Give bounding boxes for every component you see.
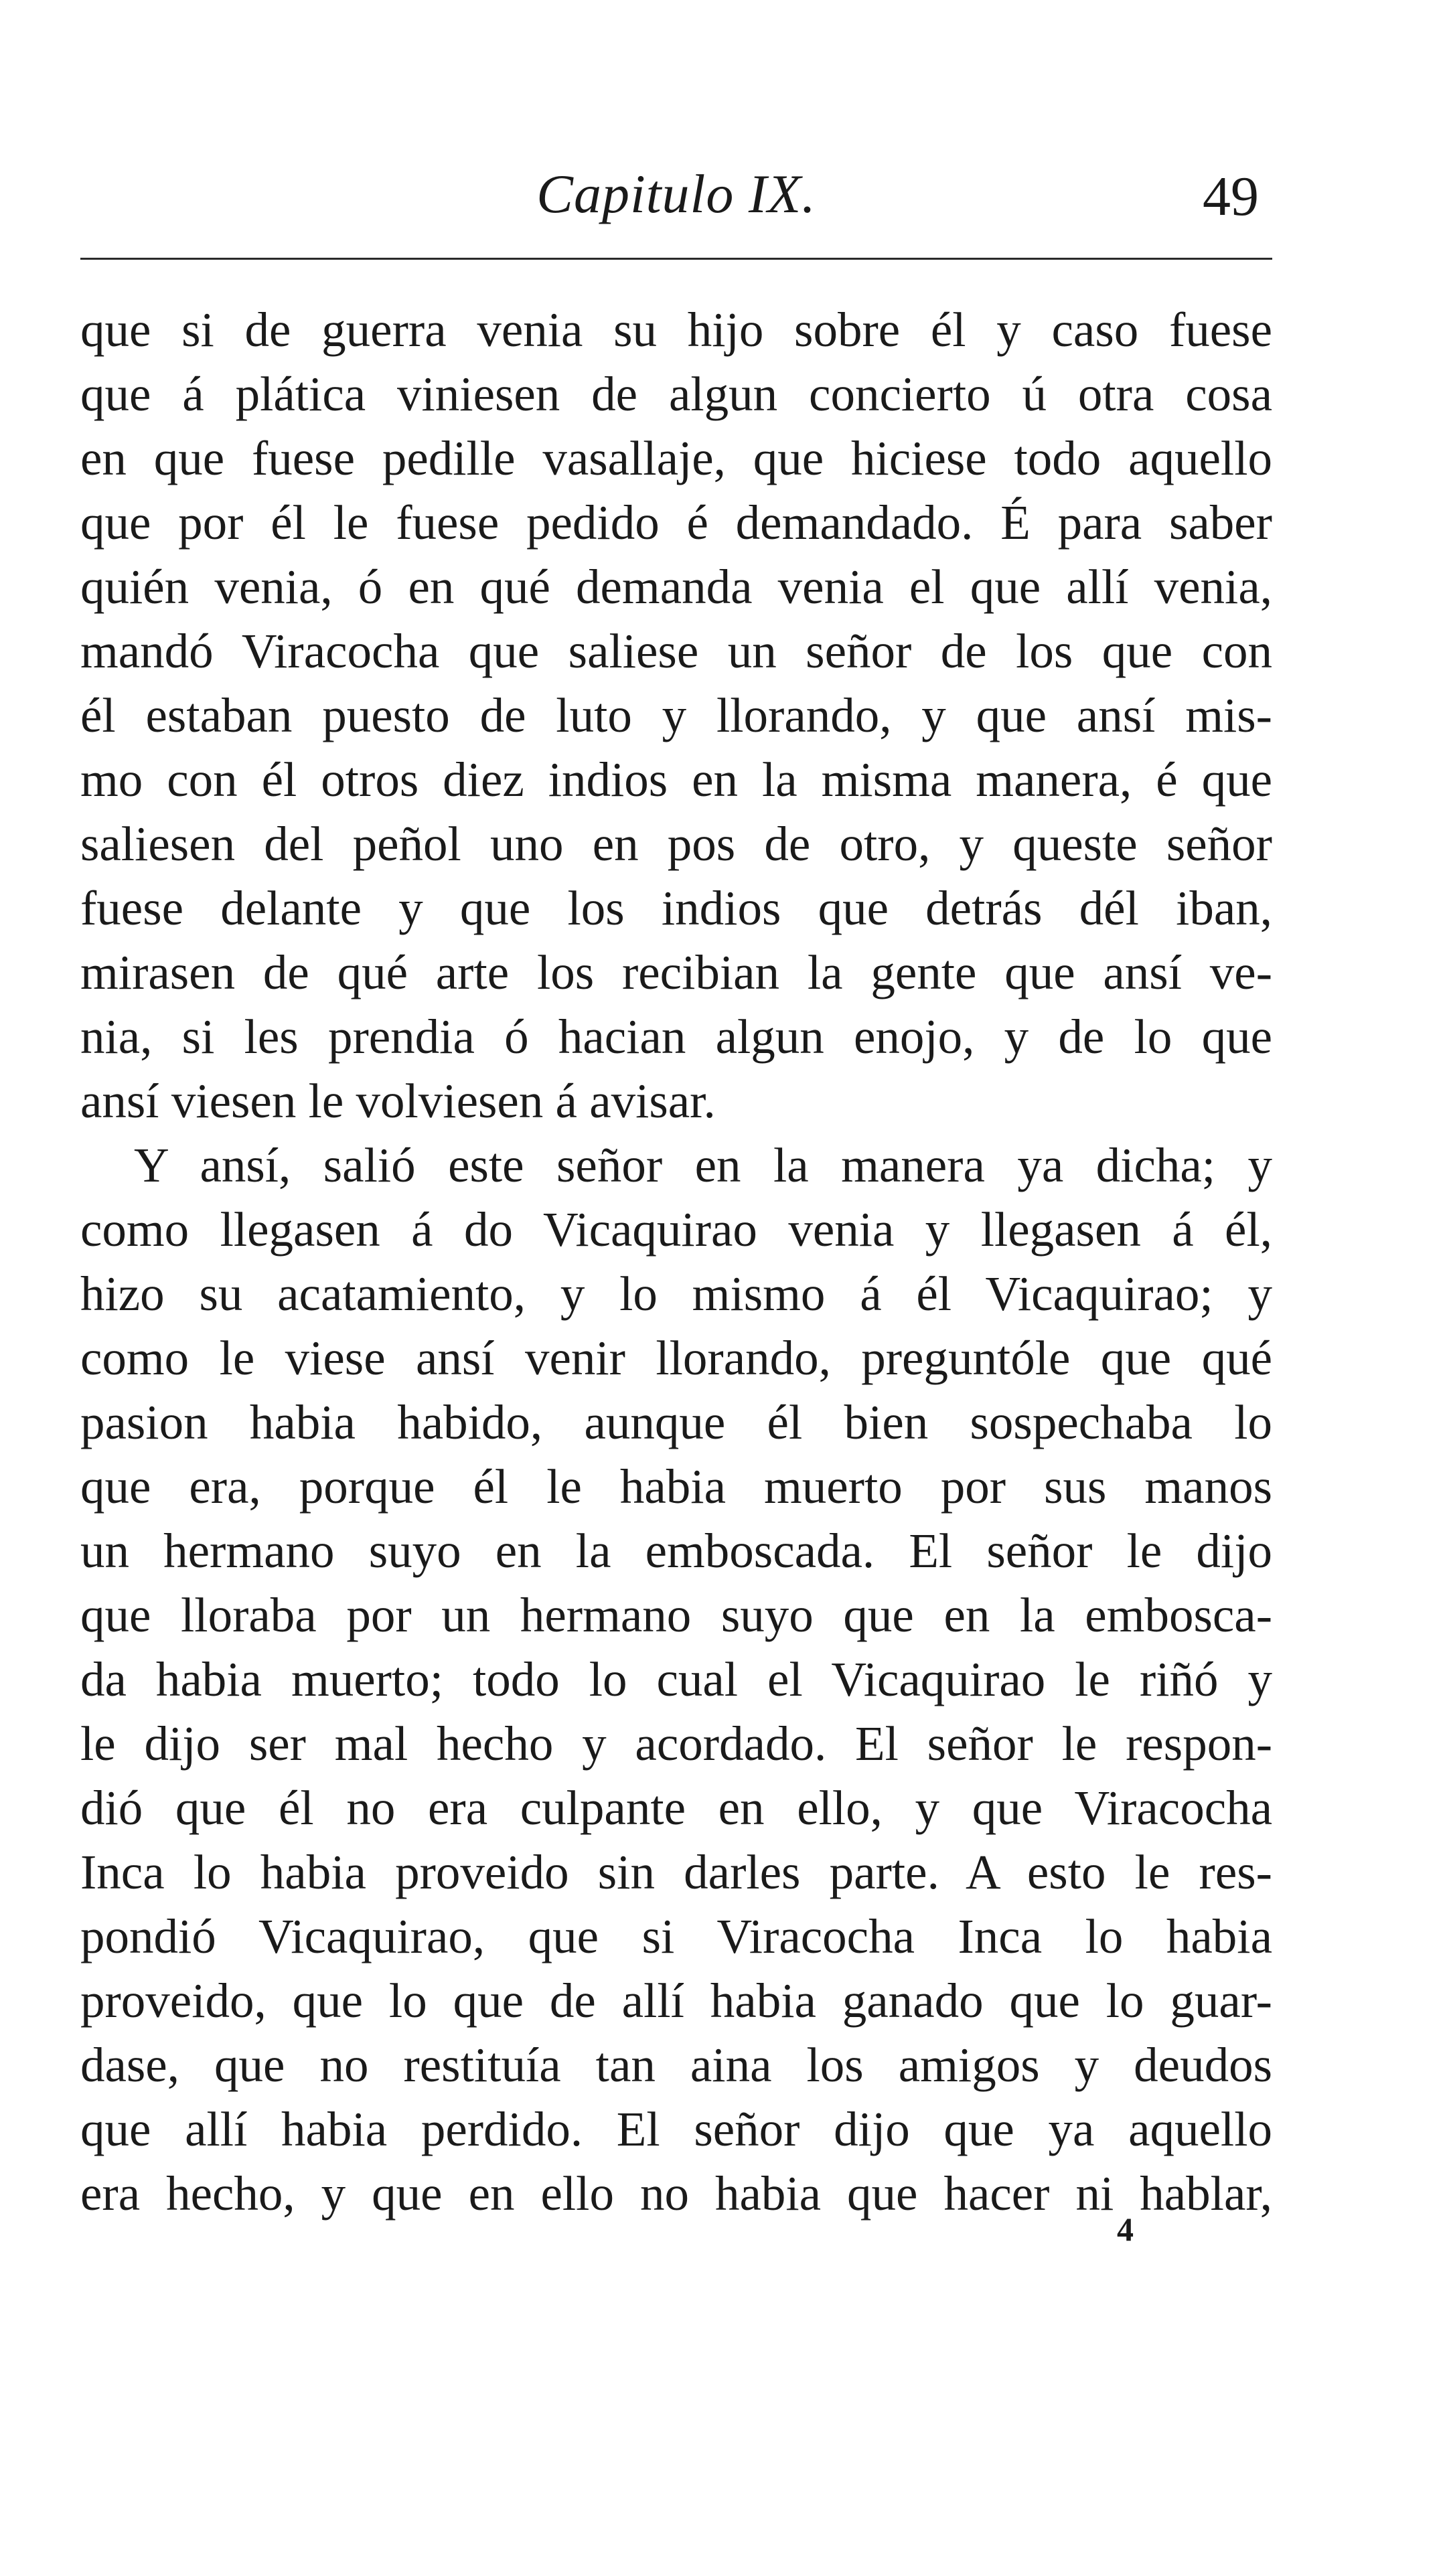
paragraph: [80, 298, 1272, 1133]
signature-mark: 4: [1117, 2210, 1134, 2248]
text-line: que si de guerra venia su hijo sobre él y caso fuese: [80, 303, 1272, 357]
text-line: nia, si les prendia ó hacian algun enojo, y de lo que: [80, 1010, 1272, 1064]
text-line: mirasen de qué arte los recibian la gente que ansí ve-: [80, 945, 1272, 999]
text-line: que lloraba por un hermano suyo que en la embosca-: [80, 1588, 1272, 1642]
text-line: como le viese ansí venir llorando, preguntóle que qué: [80, 1331, 1272, 1385]
page-number: 49: [1203, 165, 1259, 228]
text-line: que allí habia perdido. El señor dijo que ya aquello: [80, 2102, 1272, 2156]
text-line: pasion habia habido, aunque él bien sospechaba lo: [80, 1395, 1272, 1449]
text-line: pondió Vicaquirao, que si Viracocha Inca lo habia: [80, 1909, 1272, 1963]
body-text: [80, 298, 1272, 2226]
text-line: ansí viesen le volviesen á avisar.: [80, 1074, 716, 1128]
text-line: fuese delante y que los indios que detrás dél iban,: [80, 881, 1272, 935]
running-head: [80, 161, 1272, 241]
text-line: como llegasen á do Vicaquirao venia y llegasen á él,: [80, 1202, 1272, 1257]
text-line: Inca lo habia proveido sin darles parte. A esto le res-: [80, 1845, 1272, 1899]
text-line: era hecho, y que en ello no habia que hacer ni hablar,: [80, 2166, 1272, 2221]
text-line: dió que él no era culpante en ello, y que Viracocha: [80, 1781, 1272, 1835]
text-line: saliesen del peñol uno en pos de otro, y queste señor: [80, 817, 1272, 871]
text-line: que á plática viniesen de algun concierto ú otra cosa: [80, 367, 1272, 421]
paragraphs: [80, 298, 1272, 2226]
paragraph: [80, 1133, 1272, 2226]
text-line: proveido, que lo que de allí habia ganado que lo guar-: [80, 1974, 1272, 2028]
text-line: en que fuese pedille vasallaje, que hiciese todo aquello: [80, 431, 1272, 485]
text-line: dase, que no restituía tan aina los amigos y deudos: [80, 2038, 1272, 2092]
text-line: quién venia, ó en qué demanda venia el que allí venia,: [80, 560, 1272, 614]
text-line: un hermano suyo en la emboscada. El señor le dijo: [80, 1524, 1272, 1578]
text-line: que era, porque él le habia muerto por sus manos: [80, 1459, 1272, 1514]
text-line: que por él le fuese pedido é demandado. É para saber: [80, 495, 1272, 550]
text-line: mandó Viracocha que saliese un señor de los que con: [80, 624, 1272, 678]
header-rule: [80, 258, 1272, 260]
text-line: él estaban puesto de luto y llorando, y que ansí mis-: [80, 688, 1272, 742]
running-title: Capitulo IX.: [536, 163, 816, 224]
text-line: da habia muerto; todo lo cual el Vicaquirao le riñó y: [80, 1652, 1272, 1706]
text-line: le dijo ser mal hecho y acordado. El señor le respon-: [80, 1716, 1272, 1771]
text-line: mo con él otros diez indios en la misma manera, é que: [80, 752, 1272, 807]
text-line: hizo su acatamiento, y lo mismo á él Vicaquirao; y: [80, 1267, 1272, 1321]
text-line: Y ansí, salió este señor en la manera ya dicha; y: [134, 1138, 1272, 1192]
